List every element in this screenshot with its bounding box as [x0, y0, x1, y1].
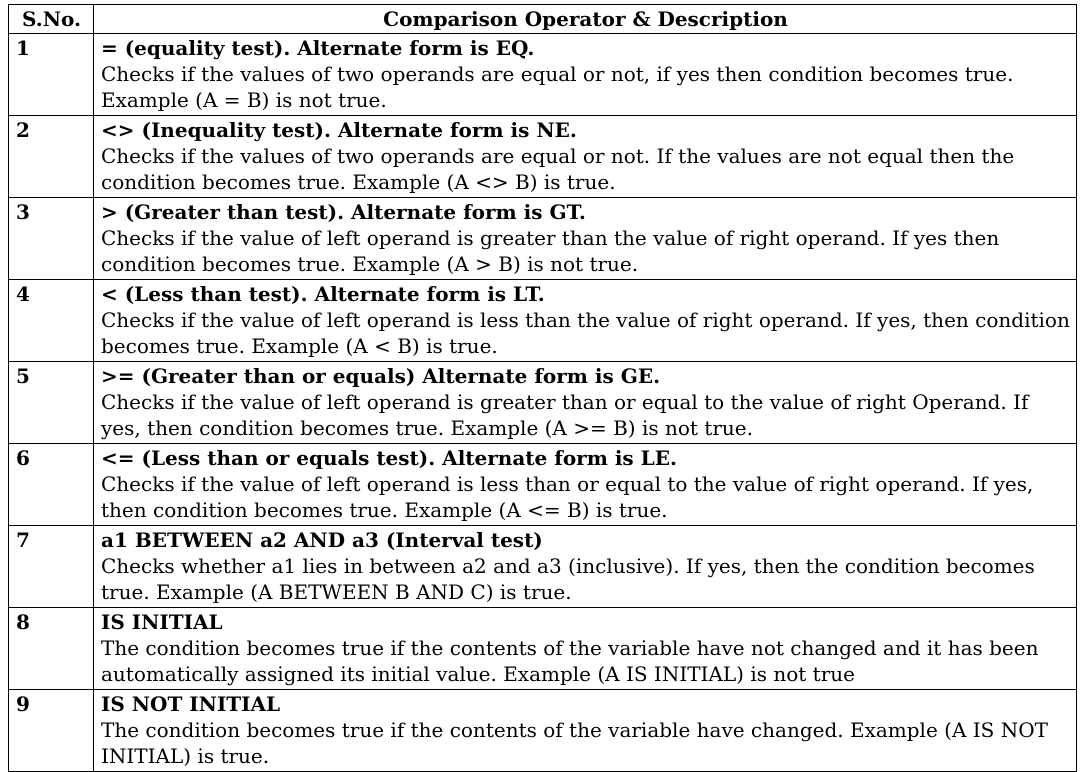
- row-description-cell: [94, 116, 1077, 198]
- row-description-cell: [94, 362, 1077, 444]
- comparison-operators-table: [8, 4, 1077, 772]
- operator-title: a1 BETWEEN a2 AND a3 (Interval test): [101, 528, 543, 552]
- row-number: 3: [9, 198, 94, 280]
- table-row: [9, 608, 1077, 690]
- table-row: [9, 116, 1077, 198]
- table-row: [9, 34, 1077, 116]
- operator-description: Checks if the values of two operands are equal or not. If the values are not equal then the condition becomes true. Example (A <> B) is true.: [101, 144, 1015, 194]
- header-sno: S.No.: [9, 5, 94, 34]
- row-number: 4: [9, 280, 94, 362]
- operator-description: The condition becomes true if the contents of the variable have not changed and it has been automatically assigned its initial value. Example (A IS INITIAL) is not true: [101, 636, 1039, 686]
- operator-title: <= (Less than or equals test). Alternate form is LE.: [101, 446, 677, 470]
- table-header-row: [9, 5, 1077, 34]
- table-row: [9, 362, 1077, 444]
- operator-description: The condition becomes true if the contents of the variable have changed. Example (A IS NOT INITIAL) is true.: [101, 718, 1048, 768]
- table-row: [9, 198, 1077, 280]
- operator-title: <> (Inequality test). Alternate form is NE.: [101, 118, 577, 142]
- operator-title: > (Greater than test). Alternate form is GT.: [101, 200, 586, 224]
- row-description-cell: [94, 34, 1077, 116]
- table-row: [9, 690, 1077, 772]
- row-number: 6: [9, 444, 94, 526]
- row-number: 5: [9, 362, 94, 444]
- row-number: 8: [9, 608, 94, 690]
- table-row: [9, 280, 1077, 362]
- operator-title: = (equality test). Alternate form is EQ.: [101, 36, 535, 60]
- document-page: [8, 4, 1077, 772]
- operator-title: >= (Greater than or equals) Alternate form is GE.: [101, 364, 661, 388]
- operator-description: Checks if the value of left operand is less than the value of right operand. If yes, then condition becomes true. Example (A < B) is true.: [101, 308, 1070, 358]
- operator-title: IS INITIAL: [101, 610, 223, 634]
- operator-description: Checks whether a1 lies in between a2 and a3 (inclusive). If yes, then the condition becomes true. Example (A BETWEEN B AND C) is true.: [101, 554, 1035, 604]
- operator-description: Checks if the value of left operand is less than or equal to the value of right operand. If yes, then condition becomes true. Example (A <= B) is true.: [101, 472, 1034, 522]
- row-number: 2: [9, 116, 94, 198]
- operator-title: IS NOT INITIAL: [101, 692, 281, 716]
- operator-description: Checks if the value of left operand is greater than the value of right operand. If yes then condition becomes true. Example (A > B) is not true.: [101, 226, 1000, 276]
- row-number: 7: [9, 526, 94, 608]
- row-description-cell: [94, 444, 1077, 526]
- operator-description: Checks if the values of two operands are equal or not, if yes then condition becomes true. Example (A = B) is not true.: [101, 62, 1014, 112]
- table-row: [9, 444, 1077, 526]
- table-row: [9, 526, 1077, 608]
- operator-description: Checks if the value of left operand is greater than or equal to the value of right Operand. If yes, then condition becomes true. Example (A >= B) is not true.: [101, 390, 1029, 440]
- operator-title: < (Less than test). Alternate form is LT.: [101, 282, 545, 306]
- row-number: 9: [9, 690, 94, 772]
- row-description-cell: [94, 526, 1077, 608]
- row-description-cell: [94, 280, 1077, 362]
- header-description: Comparison Operator & Description: [94, 5, 1077, 34]
- row-description-cell: [94, 690, 1077, 772]
- row-description-cell: [94, 608, 1077, 690]
- row-description-cell: [94, 198, 1077, 280]
- row-number: 1: [9, 34, 94, 116]
